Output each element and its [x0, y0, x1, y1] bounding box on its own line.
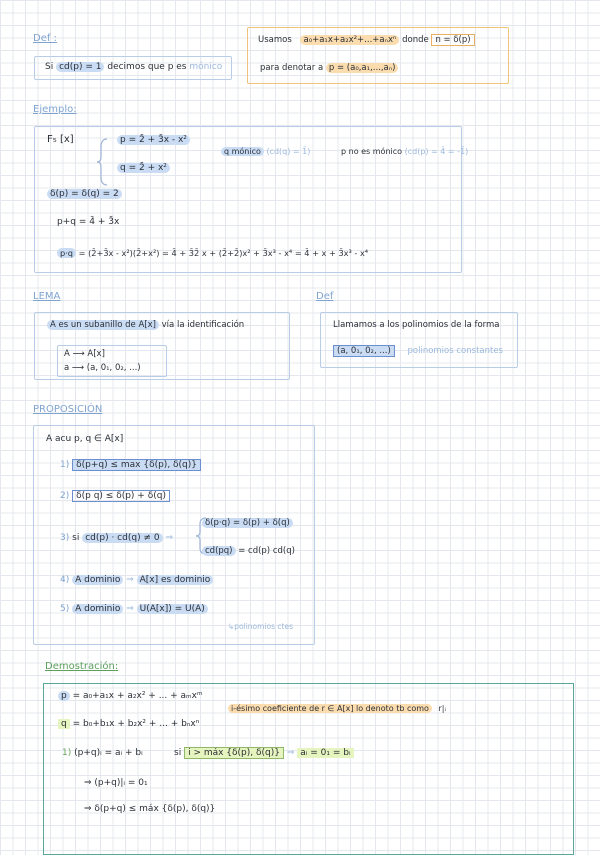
lema-tail: vía la identificación	[161, 320, 245, 330]
ejemplo-title: Ejemplo:	[33, 104, 77, 115]
ejemplo-monico	[221, 147, 310, 156]
demo-line-2: ⇒ (p+q)|ᵢ = 0₁	[84, 778, 148, 788]
ejemplo-p	[117, 135, 190, 145]
prop-item-5: 5) A dominio ⇒ U(A[x]) = U(A)	[60, 604, 208, 614]
prop-item-4-num: 4)	[60, 575, 70, 585]
demostracion-title: Demostración:	[45, 661, 119, 672]
def2-note: polinomios constantes	[407, 346, 503, 356]
prop-item-5-num: 5)	[60, 604, 70, 614]
demo-line-1-cond: si i > máx {δ(p), δ(q)} ⇒ aᵢ = 0₁ = bᵢ	[174, 748, 354, 758]
demo-q-label: q	[58, 719, 70, 729]
notation-degree-box: n = δ(p)	[431, 34, 474, 46]
ejemplo-sum-text: p+q = 4̄ + 3̄x	[57, 217, 120, 227]
notation-poly: a₀+a₁x+a₂x²+...+aₙxⁿ	[300, 35, 399, 45]
demo-line-3: ⇒ δ(p+q) ≤ máx {δ(p), δ(q)}	[84, 804, 216, 814]
prop-item-4: 4) A dominio ⇒ A[x] es dominio	[60, 575, 213, 585]
prop-item-4-b: A[x] es dominio	[137, 575, 214, 585]
notation-para: para denotar a	[260, 63, 324, 73]
def2-constant-box: (a, 0₁, 0₂, ...)	[333, 345, 395, 357]
prop-item-3-num: 3)	[60, 533, 70, 543]
notation-tuple: p = (a₀,a₁,...,aₙ)	[326, 63, 399, 73]
demostracion-box	[43, 683, 574, 855]
demo-coef-note	[228, 704, 446, 713]
ejemplo-sum	[57, 217, 119, 227]
demo-line-1-num: 1)	[62, 748, 72, 758]
def-middle: decimos que p es	[107, 62, 187, 72]
prop-item-3b-hl: cd(pq)	[202, 546, 236, 556]
proposicion-title: PROPOSICIÓN	[33, 404, 103, 415]
ejemplo-no-monico-note: (cd(p) = 4̄ = -1̄)	[404, 147, 469, 156]
prop-item-3a	[202, 518, 293, 528]
ejemplo-monico-note: (cd(q) = 1̄)	[266, 147, 311, 156]
ejemplo-degree-text: δ(p) = δ(q) = 2	[47, 189, 122, 199]
prop-item-1-num: 1)	[60, 460, 70, 470]
prop-item-3-condition: cd(p) · cd(q) ≠ 0	[82, 533, 162, 543]
prop-item-3b	[202, 546, 295, 556]
prop-item-5-a: A dominio	[72, 604, 123, 614]
demo-q	[58, 719, 199, 729]
def2-row	[333, 346, 503, 356]
demo-line-1-res: aᵢ = 0₁ = bᵢ	[297, 748, 353, 758]
lema-statement	[47, 320, 244, 330]
demo-line-1-hl: i > máx {δ(p), δ(q)}	[184, 747, 284, 759]
ejemplo-q-text: q = 2̄ + x²	[117, 163, 170, 173]
notation-box	[247, 27, 509, 84]
demo-line-1-text: (p+q)ᵢ = aᵢ + bᵢ	[74, 748, 143, 758]
prop-item-3: 3) si cd(p) · cd(q) ≠ 0 ⇒	[60, 533, 173, 543]
lema-map1: A ⟶ A[x]	[64, 349, 105, 359]
notation-donde: donde	[402, 35, 429, 45]
prop-item-1-text: δ(p+q) ≤ max {δ(p), δ(q)}	[72, 459, 201, 471]
def-text	[45, 62, 222, 72]
ejemplo-p-text: p = 2̄ + 3̄x - x²	[117, 135, 190, 145]
demo-coef-sym: r|ᵢ	[438, 704, 446, 713]
ejemplo-degree	[47, 189, 122, 199]
demo-q-text: = b₀+b₁x + b₂x² + ... + bₙxⁿ	[72, 719, 200, 729]
def-highlight: cd(p) = 1	[56, 62, 104, 72]
def2-title: Def	[316, 291, 334, 302]
prop-item-2	[60, 491, 170, 501]
prop-item-3b-text: = cd(p) cd(q)	[238, 546, 295, 556]
ejemplo-ring: F₅ [x]	[47, 134, 74, 145]
notation-usamos: Usamos	[258, 35, 292, 45]
demo-coef-note-text: i-ésimo coeficiente de r ∈ A[x] lo denoto tb como	[228, 704, 432, 713]
ejemplo-no-monico-text: p no es mónico	[341, 147, 403, 156]
demo-p-label: p	[58, 691, 70, 701]
lema-box	[34, 312, 290, 380]
prop-intro: A acu p, q ∈ A[x]	[46, 434, 124, 444]
demo-line-1-si: si	[174, 748, 182, 758]
proposicion-box	[33, 425, 315, 645]
ejemplo-no-monico	[341, 147, 468, 156]
ejemplo-monico-text: q mónico	[221, 147, 264, 156]
prop-item-1	[60, 460, 201, 470]
demo-p	[58, 691, 203, 701]
ejemplo-prod-text: = (2̄+3̄x - x²)(2̄+x²) = 4̄ + 3̄2̄ x + (2̄+2̄)x² + 3̄x³ - x⁴ = 4̄ + x + 3̄x³ - x⁴	[78, 248, 369, 258]
prop-item-3-si: si	[72, 533, 80, 543]
notation-line2	[260, 63, 398, 73]
prop-note: ↳polinomios ctes	[228, 622, 293, 631]
lema-map-box	[57, 345, 167, 377]
prop-item-4-a: A dominio	[72, 575, 123, 585]
prop-item-5-b: U(A[x]) = U(A)	[137, 604, 208, 614]
prop-item-2-text: δ(p q) ≤ δ(p) + δ(q)	[72, 490, 170, 502]
prop-item-2-num: 2)	[60, 491, 70, 501]
def-title: Def :	[33, 33, 57, 44]
demo-line-1	[62, 748, 143, 758]
ejemplo-q	[117, 163, 170, 173]
lema-map2: a ⟶ (a, 0₁, 0₂, ...)	[64, 363, 141, 373]
prop-item-3a-text: δ(p·q) = δ(p) + δ(q)	[202, 518, 293, 528]
ejemplo-prod	[57, 248, 368, 258]
notation-line1	[258, 35, 475, 45]
brace-icon	[97, 137, 117, 187]
def-note: mónico	[189, 62, 223, 72]
ejemplo-box	[34, 126, 469, 273]
demo-p-text: = a₀+a₁x + a₂x² + ... + aₘxᵐ	[72, 691, 203, 701]
lema-title: LEMA	[33, 291, 61, 302]
ejemplo-prod-label: p·q	[57, 248, 76, 258]
lema-highlight: A es un subanillo de A[x]	[47, 320, 159, 330]
def-box	[34, 56, 232, 80]
def2-text: Llamamos a los polinomios de la forma	[333, 320, 500, 330]
def-prefix: Si	[45, 62, 54, 72]
def2-box	[320, 312, 518, 368]
